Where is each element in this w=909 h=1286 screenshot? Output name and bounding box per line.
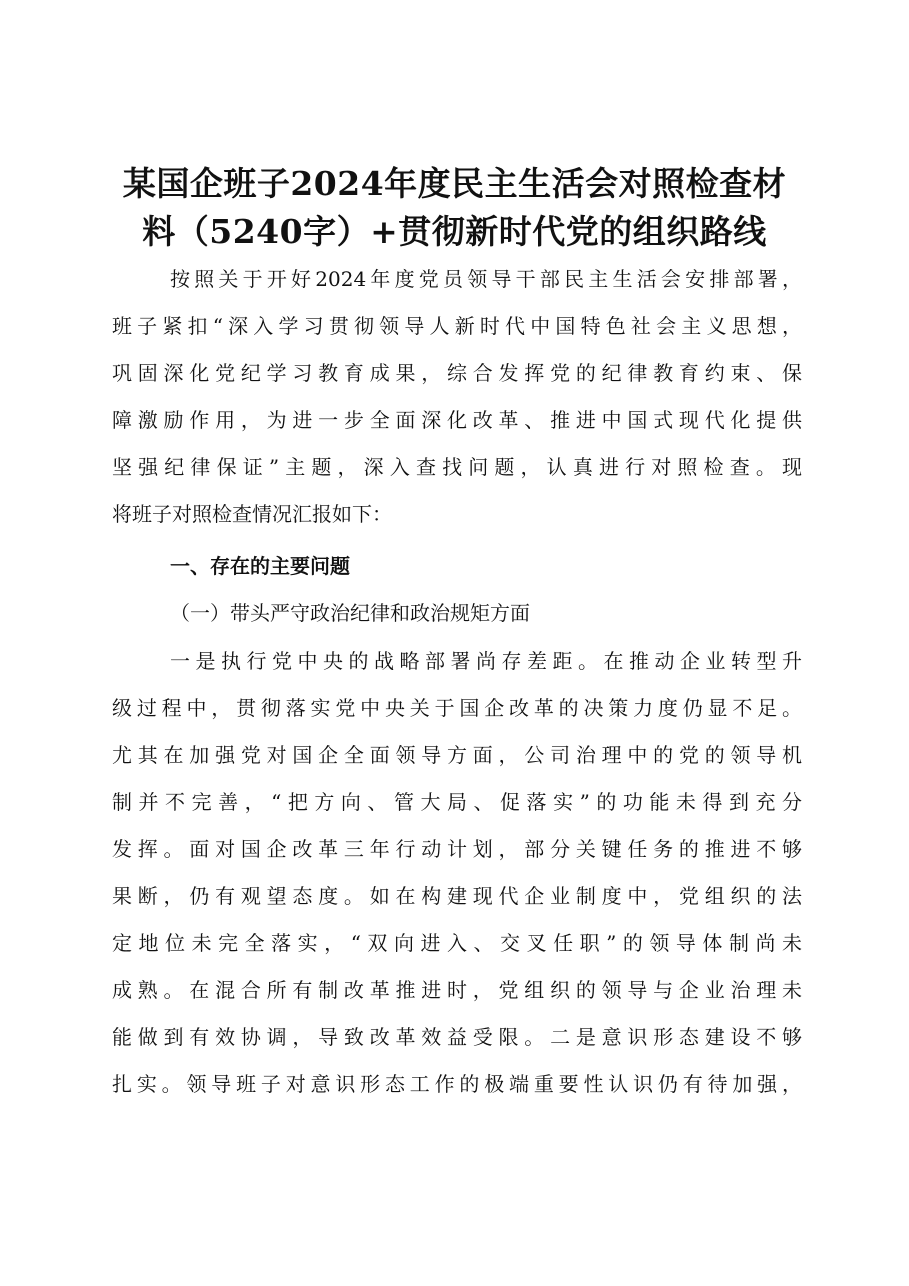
intro-paragraph-line: 将班子对照检查情况汇报如下：	[112, 502, 392, 526]
document-title-line-2: 料（5240字）+贯彻新时代党的组织路线	[142, 212, 767, 251]
intro-paragraph-line: 障激励作用，为进一步全面深化改革、推进中国式现代化提供	[112, 408, 802, 432]
body-paragraph-line: 发挥。面对国企改革三年行动计划，部分关键任务的推进不够	[112, 837, 802, 861]
body-paragraph-line: 级过程中，贯彻落实党中央关于国企改革的决策力度仍显不足。	[112, 696, 802, 720]
section-heading: 一、存在的主要问题	[170, 554, 350, 578]
intro-paragraph-line: 巩固深化党纪学习教育成果，综合发挥党的纪律教育约束、保	[112, 361, 802, 385]
document-title-line-1: 某国企班子2024年度民主生活会对照检查材	[122, 164, 787, 203]
body-paragraph-line: 尤其在加强党对国企全面领导方面，公司治理中的党的领导机	[112, 743, 802, 767]
subsection-heading: （一）带头严守政治纪律和政治规矩方面	[170, 601, 530, 625]
intro-paragraph-line: 班子紧扣“深入学习贯彻领导人新时代中国特色社会主义思想，	[112, 314, 802, 338]
body-paragraph-line: 制并不完善，“把方向、管大局、促落实”的功能未得到充分	[112, 790, 802, 814]
body-paragraph-line: 能做到有效协调，导致改革效益受限。二是意识形态建设不够	[112, 1025, 802, 1049]
body-paragraph-line: 一是执行党中央的战略部署尚存差距。在推动企业转型升	[170, 649, 802, 673]
body-paragraph-line: 成熟。在混合所有制改革推进时，党组织的领导与企业治理未	[112, 978, 802, 1002]
body-paragraph-line: 定地位未完全落实，“双向进入、交叉任职”的领导体制尚未	[112, 931, 802, 955]
intro-paragraph-line: 按照关于开好2024年度党员领导干部民主生活会安排部署，	[170, 267, 802, 291]
intro-paragraph-line: 坚强纪律保证”主题，深入查找问题，认真进行对照检查。现	[112, 455, 802, 479]
body-paragraph-line: 果断，仍有观望态度。如在构建现代企业制度中，党组织的法	[112, 884, 802, 908]
body-paragraph-line: 扎实。领导班子对意识形态工作的极端重要性认识仍有待加强，	[112, 1072, 802, 1096]
